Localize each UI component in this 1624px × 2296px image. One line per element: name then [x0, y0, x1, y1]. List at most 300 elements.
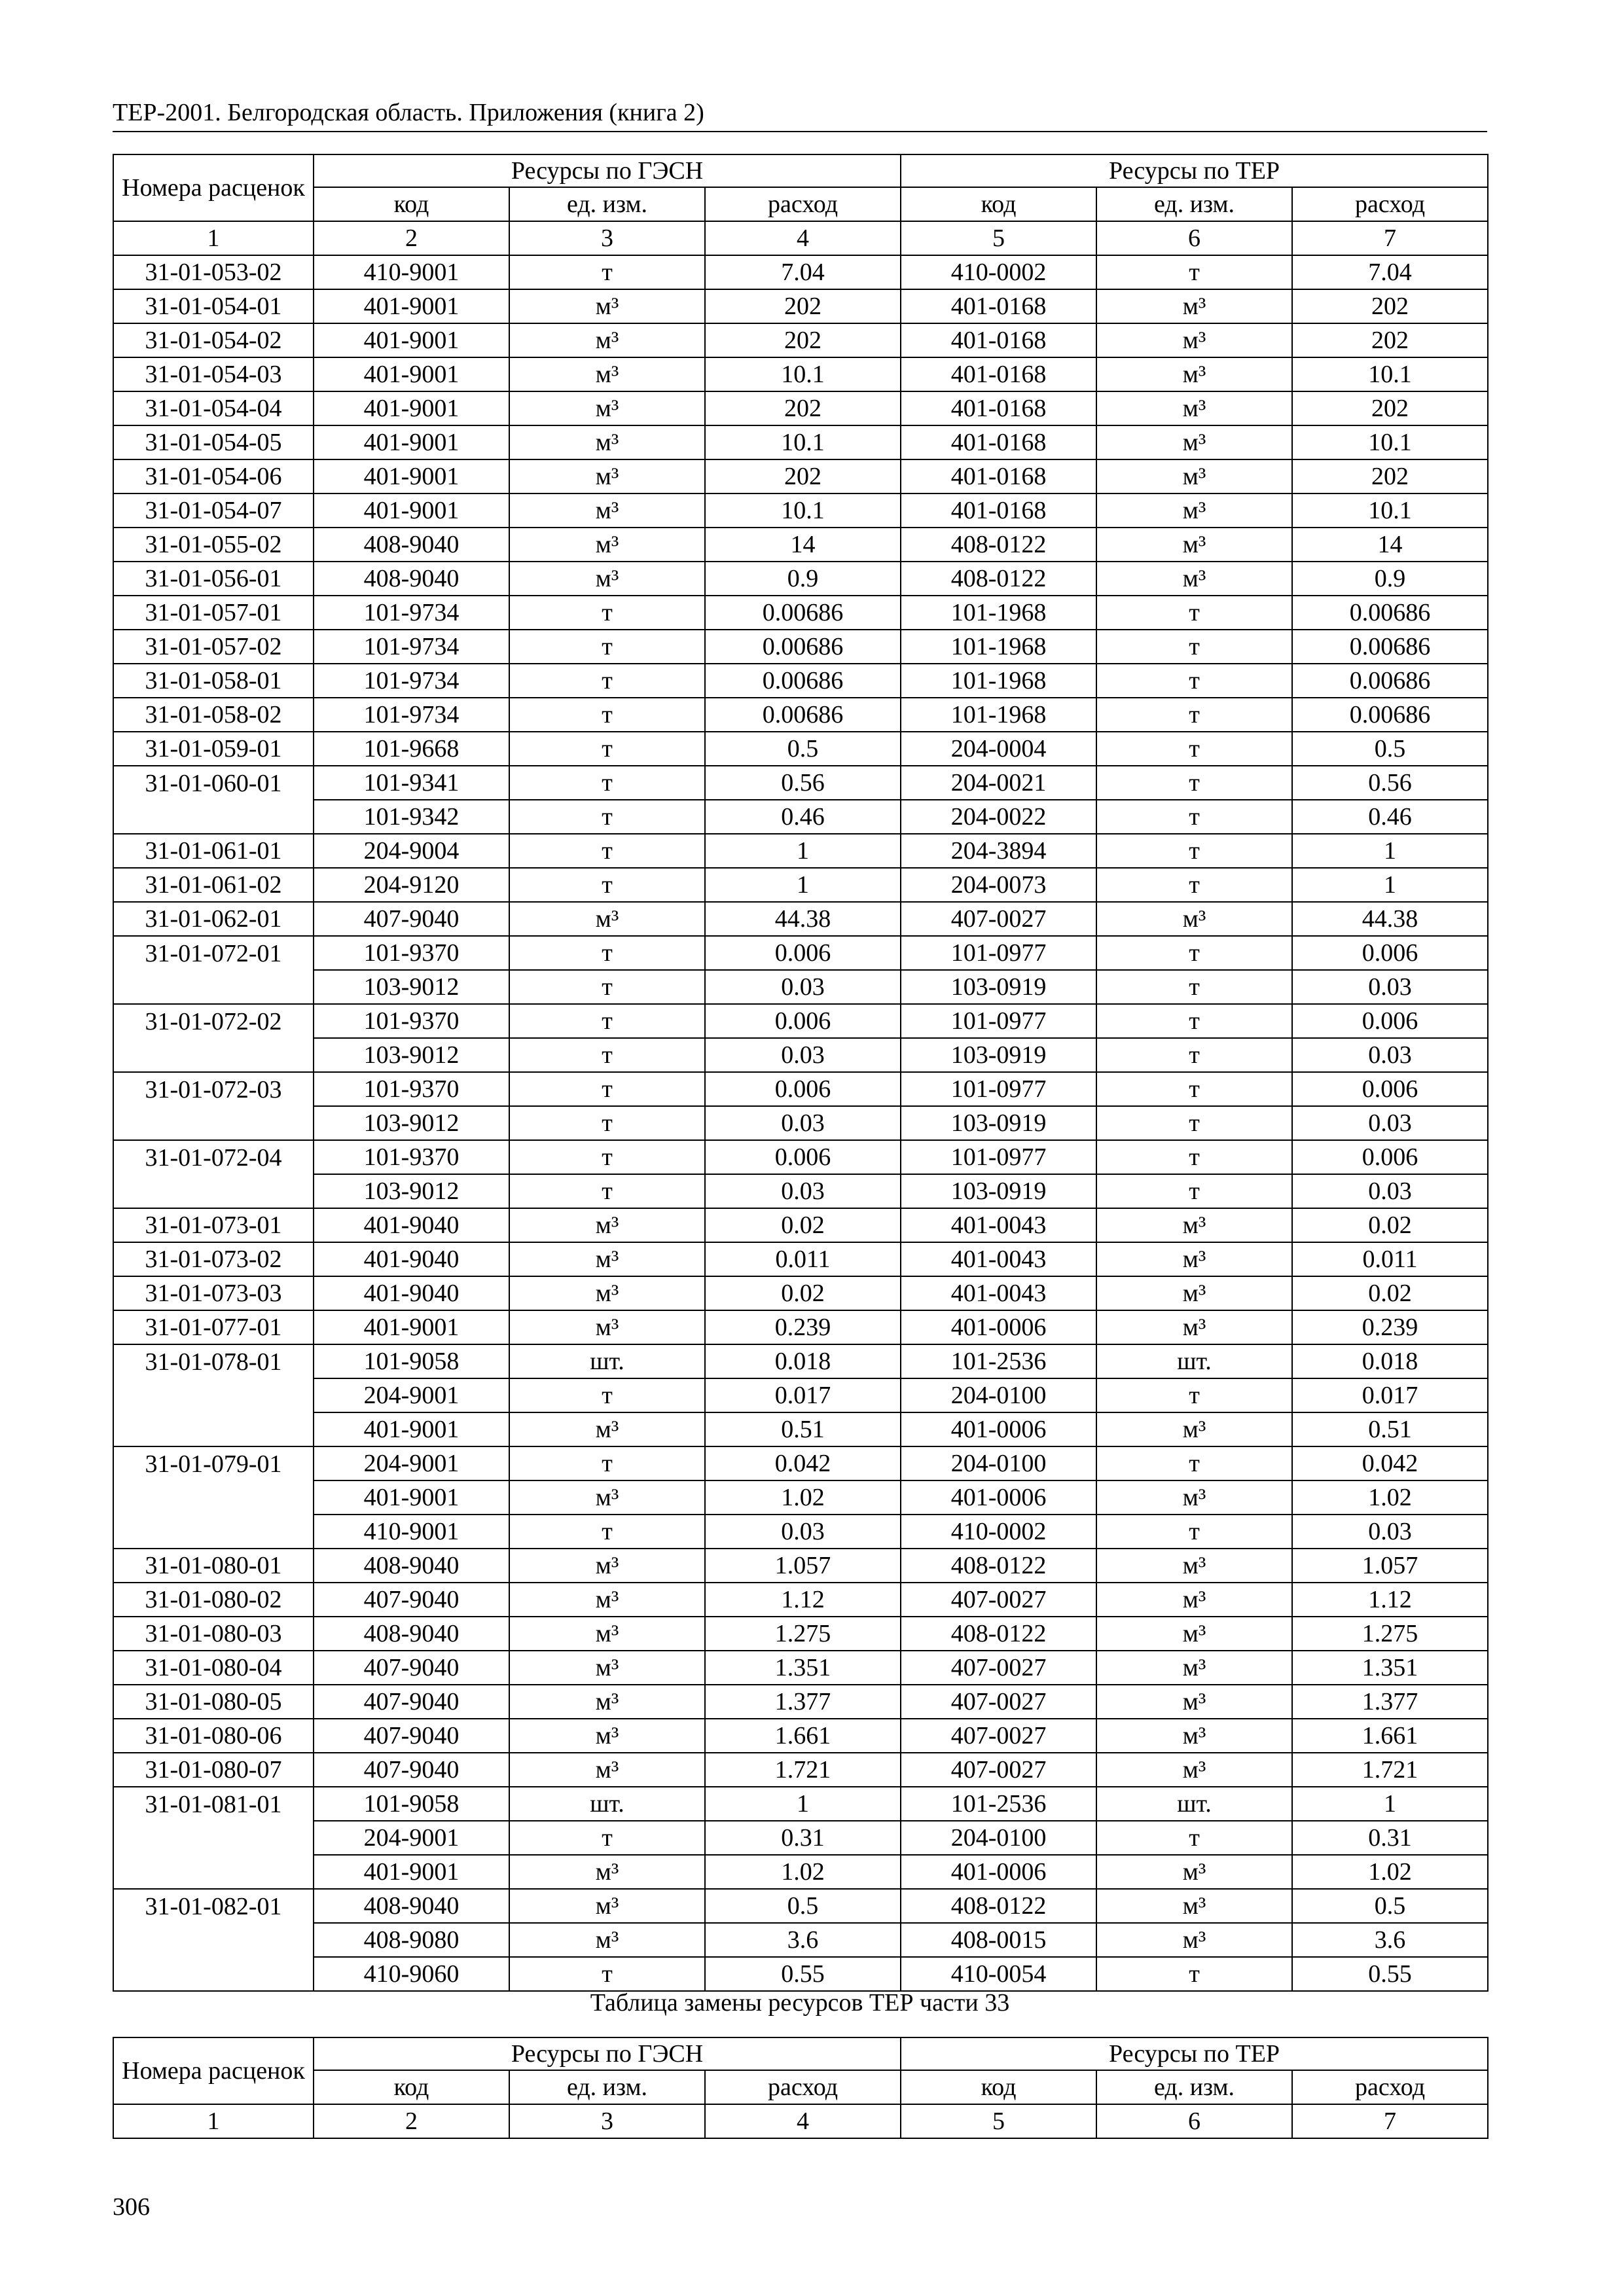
- gesn-unit-cell: т: [509, 1957, 705, 1991]
- table-row: [113, 698, 1488, 732]
- column-number-row: [113, 221, 1488, 255]
- ter-code-cell: 101-0977: [901, 1004, 1096, 1038]
- table-row: [113, 1106, 1488, 1140]
- gesn-consumption-cell: 0.55: [705, 1957, 901, 1991]
- gesn-unit-cell: шт.: [509, 1344, 705, 1378]
- ter-consumption-cell: 1: [1292, 868, 1488, 902]
- rate-number-cell: 31-01-080-07: [113, 1753, 314, 1787]
- rate-number-cell: [113, 1412, 314, 1446]
- ter-unit-cell: м³: [1096, 323, 1292, 357]
- ter-unit-cell: м³: [1096, 1617, 1292, 1651]
- gesn-consumption-cell: 10.1: [705, 493, 901, 528]
- ter-consumption-cell: 0.5: [1292, 1889, 1488, 1923]
- gesn-unit-cell: т: [509, 1446, 705, 1480]
- ter-code-cell: 401-0168: [901, 493, 1096, 528]
- ter-code-cell: 103-0919: [901, 1174, 1096, 1208]
- ter-consumption-cell: 0.31: [1292, 1821, 1488, 1855]
- gesn-unit-cell: м³: [509, 1685, 705, 1719]
- gesn-code-cell: 408-9040: [314, 562, 509, 596]
- gesn-unit-cell: т: [509, 664, 705, 698]
- ter-code-cell: 410-0002: [901, 255, 1096, 289]
- ter-unit-cell: м³: [1096, 528, 1292, 562]
- gesn-code-cell: 204-9120: [314, 868, 509, 902]
- ter-code-cell: 401-0168: [901, 289, 1096, 323]
- ter-unit-cell: м³: [1096, 391, 1292, 425]
- gesn-code-cell: 407-9040: [314, 1685, 509, 1719]
- ter-unit-header: ед. изм.: [1096, 2070, 1292, 2104]
- table-body: [113, 255, 1488, 1991]
- col-number: 4: [705, 221, 901, 255]
- gesn-unit-cell: т: [509, 1140, 705, 1174]
- gesn-unit-cell: т: [509, 732, 705, 766]
- ter-code-cell: 407-0027: [901, 1685, 1096, 1719]
- ter-code-cell: 101-0977: [901, 1072, 1096, 1106]
- ter-consumption-cell: 0.02: [1292, 1208, 1488, 1242]
- ter-consumption-cell: 0.55: [1292, 1957, 1488, 1991]
- ter-unit-cell: т: [1096, 255, 1292, 289]
- gesn-consumption-cell: 0.31: [705, 1821, 901, 1855]
- table-row: [113, 902, 1488, 936]
- ter-unit-cell: м³: [1096, 1480, 1292, 1515]
- table-row: [113, 1140, 1488, 1174]
- table-row: [113, 1787, 1488, 1821]
- ter-consumption-cell: 1.275: [1292, 1617, 1488, 1651]
- ter-consumption-cell: 1.721: [1292, 1753, 1488, 1787]
- ter-consumption-cell: 0.03: [1292, 970, 1488, 1004]
- table-row: [113, 1174, 1488, 1208]
- table-row: [113, 1821, 1488, 1855]
- gesn-consumption-cell: 10.1: [705, 357, 901, 391]
- ter-consumption-cell: 0.03: [1292, 1174, 1488, 1208]
- ter-consumption-cell: 202: [1292, 459, 1488, 493]
- gesn-consumption-cell: 0.017: [705, 1378, 901, 1412]
- gesn-code-cell: 410-9001: [314, 255, 509, 289]
- ter-code-cell: 401-0006: [901, 1310, 1096, 1344]
- col-number: 3: [509, 221, 705, 255]
- ter-code-cell: 204-0004: [901, 732, 1096, 766]
- col-number: 1: [113, 221, 314, 255]
- gesn-consumption-cell: 202: [705, 391, 901, 425]
- rate-number-cell: 31-01-082-01: [113, 1889, 314, 1923]
- gesn-unit-cell: т: [509, 1072, 705, 1106]
- ter-consumption-cell: 202: [1292, 391, 1488, 425]
- ter-code-cell: 401-0006: [901, 1855, 1096, 1889]
- gesn-consumption-cell: 1.12: [705, 1583, 901, 1617]
- ter-unit-cell: т: [1096, 766, 1292, 800]
- gesn-consumption-cell: 202: [705, 289, 901, 323]
- table-row: [113, 1719, 1488, 1753]
- table-row: [113, 1242, 1488, 1276]
- gesn-unit-cell: т: [509, 1821, 705, 1855]
- ter-consumption-cell: 0.02: [1292, 1276, 1488, 1310]
- second-table-caption: Таблица замены ресурсов ТЕР части 33: [590, 1989, 1010, 2017]
- gesn-unit-cell: м³: [509, 1617, 705, 1651]
- gesn-consumption-cell: 0.00686: [705, 630, 901, 664]
- gesn-code-cell: 101-9370: [314, 1140, 509, 1174]
- rate-number-cell: 31-01-073-02: [113, 1242, 314, 1276]
- gesn-consumption-cell: 202: [705, 459, 901, 493]
- ter-consumption-cell: 0.00686: [1292, 596, 1488, 630]
- gesn-consumption-cell: 0.03: [705, 1174, 901, 1208]
- ter-consumption-cell: 0.006: [1292, 1140, 1488, 1174]
- gesn-code-cell: 407-9040: [314, 1583, 509, 1617]
- gesn-code-cell: 401-9040: [314, 1208, 509, 1242]
- ter-code-cell: 408-0122: [901, 528, 1096, 562]
- gesn-code-cell: 401-9040: [314, 1276, 509, 1310]
- gesn-code-header: код: [314, 187, 509, 221]
- table-row: [113, 1549, 1488, 1583]
- ter-unit-cell: м³: [1096, 289, 1292, 323]
- rate-numbers-header: Номера расценок: [113, 154, 314, 221]
- gesn-unit-cell: м³: [509, 1208, 705, 1242]
- gesn-consumption-cell: 0.03: [705, 970, 901, 1004]
- ter-consumption-cell: 0.00686: [1292, 630, 1488, 664]
- table-row: [113, 255, 1488, 289]
- resource-replacement-table: [113, 154, 1489, 1992]
- gesn-consumption-cell: 1.02: [705, 1855, 901, 1889]
- gesn-unit-cell: т: [509, 698, 705, 732]
- gesn-code-cell: 408-9040: [314, 1549, 509, 1583]
- ter-code-cell: 408-0122: [901, 1549, 1096, 1583]
- ter-code-cell: 401-0168: [901, 323, 1096, 357]
- gesn-code-cell: 103-9012: [314, 970, 509, 1004]
- ter-code-cell: 401-0043: [901, 1208, 1096, 1242]
- rate-number-cell: 31-01-081-01: [113, 1787, 314, 1821]
- gesn-unit-cell: т: [509, 596, 705, 630]
- gesn-code-cell: 101-9734: [314, 630, 509, 664]
- gesn-consumption-cell: 0.018: [705, 1344, 901, 1378]
- gesn-code-header: код: [314, 2070, 509, 2104]
- gesn-code-cell: 101-9668: [314, 732, 509, 766]
- ter-unit-cell: т: [1096, 596, 1292, 630]
- ter-unit-cell: м³: [1096, 1549, 1292, 1583]
- table-row: [113, 1685, 1488, 1719]
- ter-unit-cell: т: [1096, 1140, 1292, 1174]
- table-row: [113, 1072, 1488, 1106]
- gesn-consumption-cell: 0.03: [705, 1106, 901, 1140]
- page-number: 306: [113, 2193, 150, 2221]
- gesn-code-cell: 401-9001: [314, 289, 509, 323]
- gesn-consumption-cell: 1.721: [705, 1753, 901, 1787]
- gesn-code-cell: 401-9001: [314, 357, 509, 391]
- gesn-consumption-cell: 0.00686: [705, 698, 901, 732]
- ter-consumption-cell: 0.03: [1292, 1515, 1488, 1549]
- gesn-unit-cell: м³: [509, 1412, 705, 1446]
- table-row: [113, 1651, 1488, 1685]
- ter-unit-cell: т: [1096, 1446, 1292, 1480]
- ter-unit-cell: м³: [1096, 1208, 1292, 1242]
- ter-unit-cell: т: [1096, 630, 1292, 664]
- rate-number-cell: [113, 1106, 314, 1140]
- rate-number-cell: 31-01-061-01: [113, 834, 314, 868]
- gesn-unit-cell: м³: [509, 1753, 705, 1787]
- gesn-unit-cell: т: [509, 834, 705, 868]
- ter-unit-cell: м³: [1096, 1753, 1292, 1787]
- rate-number-cell: [113, 970, 314, 1004]
- gesn-consumption-cell: 1.02: [705, 1480, 901, 1515]
- ter-unit-cell: м³: [1096, 493, 1292, 528]
- ter-unit-cell: т: [1096, 732, 1292, 766]
- gesn-unit-cell: т: [509, 1038, 705, 1072]
- ter-code-cell: 101-0977: [901, 936, 1096, 970]
- table-row: [113, 1957, 1488, 1991]
- gesn-consumption-cell: 0.239: [705, 1310, 901, 1344]
- ter-code-cell: 410-0054: [901, 1957, 1096, 1991]
- table-row: [113, 425, 1488, 459]
- gesn-unit-cell: шт.: [509, 1787, 705, 1821]
- gesn-code-cell: 401-9001: [314, 493, 509, 528]
- ter-consumption-cell: 1: [1292, 1787, 1488, 1821]
- ter-unit-cell: шт.: [1096, 1344, 1292, 1378]
- ter-unit-cell: т: [1096, 1174, 1292, 1208]
- rate-number-cell: 31-01-072-02: [113, 1004, 314, 1038]
- gesn-code-cell: 401-9001: [314, 1480, 509, 1515]
- ter-unit-cell: т: [1096, 936, 1292, 970]
- ter-code-cell: 407-0027: [901, 1583, 1096, 1617]
- gesn-unit-cell: т: [509, 255, 705, 289]
- table-row: [113, 528, 1488, 562]
- ter-unit-cell: м³: [1096, 1583, 1292, 1617]
- ter-code-cell: 408-0015: [901, 1923, 1096, 1957]
- rate-number-cell: 31-01-078-01: [113, 1344, 314, 1378]
- gesn-code-cell: 103-9012: [314, 1038, 509, 1072]
- gesn-unit-cell: м³: [509, 289, 705, 323]
- table-row: [113, 1480, 1488, 1515]
- gesn-consumption-cell: 1: [705, 834, 901, 868]
- gesn-unit-cell: м³: [509, 1549, 705, 1583]
- table-row: [113, 1004, 1488, 1038]
- col-number: 2: [314, 2104, 509, 2138]
- table-row: [113, 1412, 1488, 1446]
- table-row: [113, 596, 1488, 630]
- rate-number-cell: 31-01-054-04: [113, 391, 314, 425]
- ter-unit-cell: м³: [1096, 1242, 1292, 1276]
- ter-consumption-cell: 1.351: [1292, 1651, 1488, 1685]
- rate-number-cell: [113, 1923, 314, 1957]
- rate-number-cell: 31-01-057-02: [113, 630, 314, 664]
- rate-number-cell: 31-01-062-01: [113, 902, 314, 936]
- rate-number-cell: 31-01-058-01: [113, 664, 314, 698]
- gesn-consumption-cell: 1: [705, 1787, 901, 1821]
- ter-consumption-cell: 1.057: [1292, 1549, 1488, 1583]
- gesn-consumption-cell: 1.275: [705, 1617, 901, 1651]
- gesn-consumption-cell: 0.042: [705, 1446, 901, 1480]
- rate-number-cell: 31-01-054-03: [113, 357, 314, 391]
- gesn-code-cell: 204-9001: [314, 1446, 509, 1480]
- rate-number-cell: [113, 1378, 314, 1412]
- rate-number-cell: 31-01-072-03: [113, 1072, 314, 1106]
- gesn-unit-cell: м³: [509, 493, 705, 528]
- rate-number-cell: [113, 1855, 314, 1889]
- gesn-code-cell: 401-9001: [314, 323, 509, 357]
- gesn-unit-cell: м³: [509, 425, 705, 459]
- ter-consumption-cell: 0.5: [1292, 732, 1488, 766]
- gesn-code-cell: 408-9040: [314, 1617, 509, 1651]
- rate-number-cell: 31-01-060-01: [113, 766, 314, 800]
- gesn-consumption-cell: 0.006: [705, 1140, 901, 1174]
- ter-unit-cell: м³: [1096, 357, 1292, 391]
- rate-number-cell: 31-01-054-02: [113, 323, 314, 357]
- ter-consumption-cell: 1.661: [1292, 1719, 1488, 1753]
- gesn-consumption-cell: 1.057: [705, 1549, 901, 1583]
- gesn-code-cell: 103-9012: [314, 1174, 509, 1208]
- gesn-code-cell: 401-9040: [314, 1242, 509, 1276]
- ter-consumption-cell: 1.377: [1292, 1685, 1488, 1719]
- gesn-consumption-cell: 44.38: [705, 902, 901, 936]
- ter-code-cell: 407-0027: [901, 1651, 1096, 1685]
- ter-code-cell: 204-0021: [901, 766, 1096, 800]
- gesn-code-cell: 408-9040: [314, 1889, 509, 1923]
- col-number: 7: [1292, 221, 1488, 255]
- gesn-code-cell: 407-9040: [314, 1753, 509, 1787]
- gesn-code-cell: 401-9001: [314, 391, 509, 425]
- rate-number-cell: 31-01-080-02: [113, 1583, 314, 1617]
- ter-code-cell: 103-0919: [901, 1106, 1096, 1140]
- ter-code-cell: 101-2536: [901, 1344, 1096, 1378]
- rate-number-cell: 31-01-053-02: [113, 255, 314, 289]
- gesn-unit-cell: м³: [509, 1923, 705, 1957]
- gesn-unit-cell: м³: [509, 528, 705, 562]
- ter-resources-header: Ресурсы по ТЕР: [901, 2037, 1488, 2070]
- ter-unit-cell: т: [1096, 800, 1292, 834]
- rate-number-cell: 31-01-059-01: [113, 732, 314, 766]
- table-row: [113, 1378, 1488, 1412]
- gesn-consumption-cell: 7.04: [705, 255, 901, 289]
- gesn-unit-cell: м³: [509, 1651, 705, 1685]
- rate-number-cell: 31-01-080-06: [113, 1719, 314, 1753]
- table-row: [113, 1446, 1488, 1480]
- gesn-unit-cell: т: [509, 1004, 705, 1038]
- ter-code-cell: 407-0027: [901, 902, 1096, 936]
- table-row: [113, 732, 1488, 766]
- rate-number-cell: [113, 800, 314, 834]
- rate-number-cell: 31-01-080-03: [113, 1617, 314, 1651]
- rate-numbers-header: Номера расценок: [113, 2037, 314, 2104]
- ter-code-cell: 401-0168: [901, 357, 1096, 391]
- table-row: [113, 1753, 1488, 1787]
- ter-code-cell: 407-0027: [901, 1719, 1096, 1753]
- ter-code-cell: 401-0006: [901, 1480, 1096, 1515]
- ter-unit-cell: м³: [1096, 1685, 1292, 1719]
- col-number: 5: [901, 2104, 1096, 2138]
- ter-consumption-cell: 7.04: [1292, 255, 1488, 289]
- gesn-unit-cell: т: [509, 1378, 705, 1412]
- ter-consumption-cell: 0.239: [1292, 1310, 1488, 1344]
- gesn-code-cell: 204-9004: [314, 834, 509, 868]
- gesn-consumption-cell: 0.9: [705, 562, 901, 596]
- ter-consumption-cell: 0.9: [1292, 562, 1488, 596]
- table-row: [113, 1583, 1488, 1617]
- rate-number-cell: 31-01-061-02: [113, 868, 314, 902]
- gesn-unit-cell: т: [509, 766, 705, 800]
- ter-code-cell: 401-0006: [901, 1412, 1096, 1446]
- gesn-code-cell: 401-9001: [314, 425, 509, 459]
- ter-code-cell: 101-1968: [901, 698, 1096, 732]
- gesn-unit-cell: м³: [509, 1480, 705, 1515]
- gesn-unit-cell: м³: [509, 459, 705, 493]
- gesn-code-cell: 204-9001: [314, 1821, 509, 1855]
- ter-resources-header: Ресурсы по ТЕР: [901, 154, 1488, 187]
- table-row: [113, 834, 1488, 868]
- ter-code-cell: 410-0002: [901, 1515, 1096, 1549]
- ter-consumption-cell: 0.56: [1292, 766, 1488, 800]
- table-row: [113, 868, 1488, 902]
- col-number: 6: [1096, 2104, 1292, 2138]
- ter-code-cell: 401-0043: [901, 1276, 1096, 1310]
- gesn-unit-header: ед. изм.: [509, 187, 705, 221]
- ter-code-cell: 204-0100: [901, 1821, 1096, 1855]
- ter-code-cell: 101-1968: [901, 664, 1096, 698]
- ter-code-cell: 401-0168: [901, 459, 1096, 493]
- col-number: 1: [113, 2104, 314, 2138]
- gesn-unit-cell: м³: [509, 391, 705, 425]
- gesn-consumption-cell: 14: [705, 528, 901, 562]
- gesn-consumption-cell: 202: [705, 323, 901, 357]
- rate-number-cell: [113, 1174, 314, 1208]
- ter-unit-cell: м³: [1096, 902, 1292, 936]
- gesn-code-cell: 407-9040: [314, 902, 509, 936]
- gesn-code-cell: 101-9734: [314, 664, 509, 698]
- rate-number-cell: 31-01-056-01: [113, 562, 314, 596]
- table-row: [113, 766, 1488, 800]
- ter-code-cell: 408-0122: [901, 562, 1096, 596]
- gesn-unit-cell: т: [509, 1515, 705, 1549]
- ter-unit-cell: м³: [1096, 459, 1292, 493]
- ter-code-cell: 408-0122: [901, 1889, 1096, 1923]
- ter-unit-cell: м³: [1096, 1310, 1292, 1344]
- table-row: [113, 1923, 1488, 1957]
- gesn-unit-cell: м³: [509, 1242, 705, 1276]
- ter-consumption-cell: 0.006: [1292, 1004, 1488, 1038]
- ter-code-cell: 103-0919: [901, 1038, 1096, 1072]
- gesn-consumption-header: расход: [705, 187, 901, 221]
- ter-consumption-cell: 1.02: [1292, 1855, 1488, 1889]
- rate-number-cell: 31-01-073-01: [113, 1208, 314, 1242]
- table-row: [113, 323, 1488, 357]
- gesn-code-cell: 401-9001: [314, 1310, 509, 1344]
- gesn-unit-cell: м³: [509, 1583, 705, 1617]
- rate-number-cell: 31-01-072-01: [113, 936, 314, 970]
- ter-unit-cell: т: [1096, 1106, 1292, 1140]
- ter-consumption-cell: 10.1: [1292, 493, 1488, 528]
- gesn-unit-cell: м³: [509, 357, 705, 391]
- gesn-code-cell: 101-9370: [314, 1004, 509, 1038]
- ter-consumption-header: расход: [1292, 187, 1488, 221]
- ter-unit-cell: м³: [1096, 425, 1292, 459]
- table-row: [113, 1208, 1488, 1242]
- table-row: [113, 664, 1488, 698]
- gesn-consumption-cell: 0.03: [705, 1038, 901, 1072]
- ter-consumption-cell: 0.51: [1292, 1412, 1488, 1446]
- gesn-unit-cell: м³: [509, 1855, 705, 1889]
- gesn-unit-cell: м³: [509, 902, 705, 936]
- gesn-consumption-cell: 10.1: [705, 425, 901, 459]
- col-number: 6: [1096, 221, 1292, 255]
- resource-replacement-table-part-33: [113, 2037, 1489, 2139]
- gesn-consumption-cell: 3.6: [705, 1923, 901, 1957]
- gesn-code-cell: 101-9734: [314, 698, 509, 732]
- ter-unit-cell: м³: [1096, 1889, 1292, 1923]
- col-number: 4: [705, 2104, 901, 2138]
- gesn-code-cell: 407-9040: [314, 1651, 509, 1685]
- rate-number-cell: [113, 1038, 314, 1072]
- table-row: [113, 800, 1488, 834]
- col-number: 7: [1292, 2104, 1488, 2138]
- ter-consumption-cell: 0.017: [1292, 1378, 1488, 1412]
- ter-consumption-cell: 0.006: [1292, 1072, 1488, 1106]
- gesn-code-cell: 101-9370: [314, 936, 509, 970]
- ter-consumption-cell: 1.12: [1292, 1583, 1488, 1617]
